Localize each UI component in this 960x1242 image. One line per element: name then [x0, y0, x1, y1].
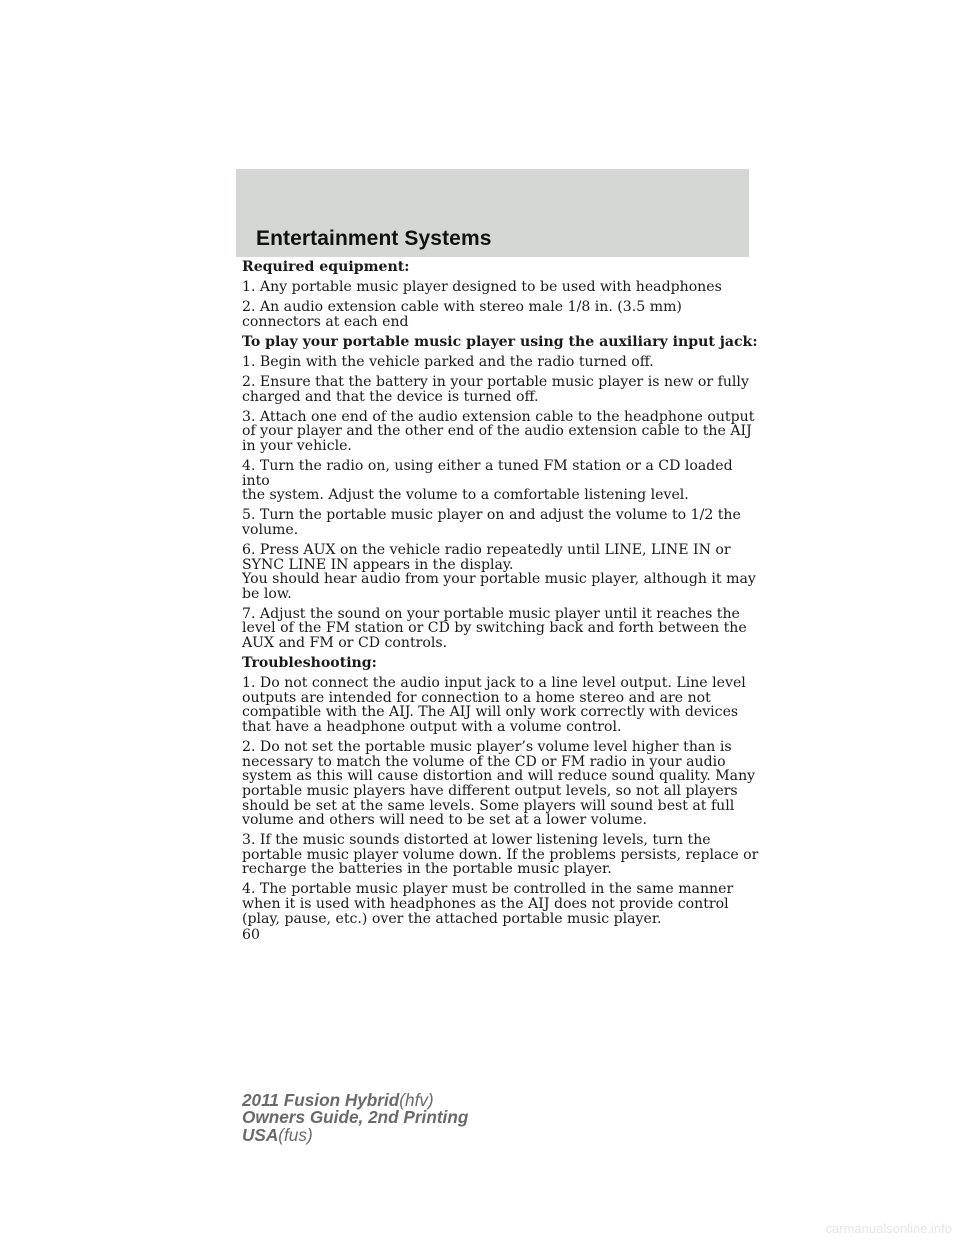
required-equipment-heading: Required equipment: [242, 259, 410, 275]
footer-market-code: (fus) [278, 1124, 313, 1145]
troubleshooting-item-4: 4. The portable music player must be controlled in the same manner when it is used with headphones as the AIJ does not provide control (play, pause, etc.) over the attached portable music player. [242, 881, 734, 927]
site-watermark: carmanualsonline.info [825, 1221, 952, 1236]
footer-model-code: (hfv) [399, 1090, 434, 1110]
troubleshooting-item-2: 2. Do not set the portable music player’s volume level higher than is necessary to match the volume of the CD or FM radio in your audio system as this will cause distortion and will reduce sound quality. Many portable music players have different output levels, so not all players should be set at the same levels. Some players will sound best at full volume and others will need to be set at a lower volume. [242, 739, 756, 829]
play-step-4: 4. Turn the radio on, using either a tuned FM station or a CD loaded into the system. Adjust the volume to a comfortable listening level. [242, 458, 733, 504]
play-instructions-heading: To play your portable music player using the auxiliary input jack: [242, 333, 758, 350]
required-item-1: 1. Any portable music player designed to be used with headphones [242, 279, 722, 296]
troubleshooting-heading: Troubleshooting: [242, 655, 377, 672]
play-step-1: 1. Begin with the vehicle parked and the radio turned off. [242, 353, 654, 370]
play-step-2: 2. Ensure that the battery in your portable music player is new or fully charged and that the device is turned off. [242, 374, 749, 405]
section-title: Entertainment Systems [256, 227, 492, 250]
page-number: 60 [242, 927, 260, 944]
play-step-7: 7. Adjust the sound on your portable music player until it reaches the level of the FM station or CD by switching back and forth between the AUX and FM or CD controls. [242, 605, 747, 652]
troubleshooting-item-3: 3. If the music sounds distorted at lower listening levels, turn the portable music player volume down. If the problems persists, replace or recharge the batteries in the portable music player. [242, 832, 759, 878]
footer-market: USA [242, 1124, 279, 1145]
document-footer [242, 1092, 468, 1144]
play-step-6: 6. Press AUX on the vehicle radio repeatedly until LINE, LINE IN or SYNC LINE IN appears in the display. You should hear audio from your portable music player, although it may be low. [242, 542, 756, 602]
section-header-band [236, 169, 749, 257]
troubleshooting-item-1: 1. Do not connect the audio input jack to a line level output. Line level outputs are intended for connection to a home stereo and are not compatible with the AIJ. The AIJ will only work correctly with devices that have a headphone output with a volume control. [242, 675, 746, 736]
footer-model: 2011 Fusion Hybrid [242, 1090, 400, 1110]
page-content [242, 260, 762, 948]
required-item-2: 2. An audio extension cable with stereo male 1/8 in. (3.5 mm) connectors at each end [242, 299, 682, 330]
play-step-5: 5. Turn the portable music player on and adjust the volume to 1/2 the volume. [242, 507, 741, 538]
play-step-3: 3. Attach one end of the audio extension cable to the headphone output of your player and the other end of the audio extension cable to the AIJ in your vehicle. [242, 408, 755, 454]
footer-line-2: Owners Guide, 2nd Printing [242, 1107, 469, 1128]
footer-line-3 [242, 1124, 468, 1145]
